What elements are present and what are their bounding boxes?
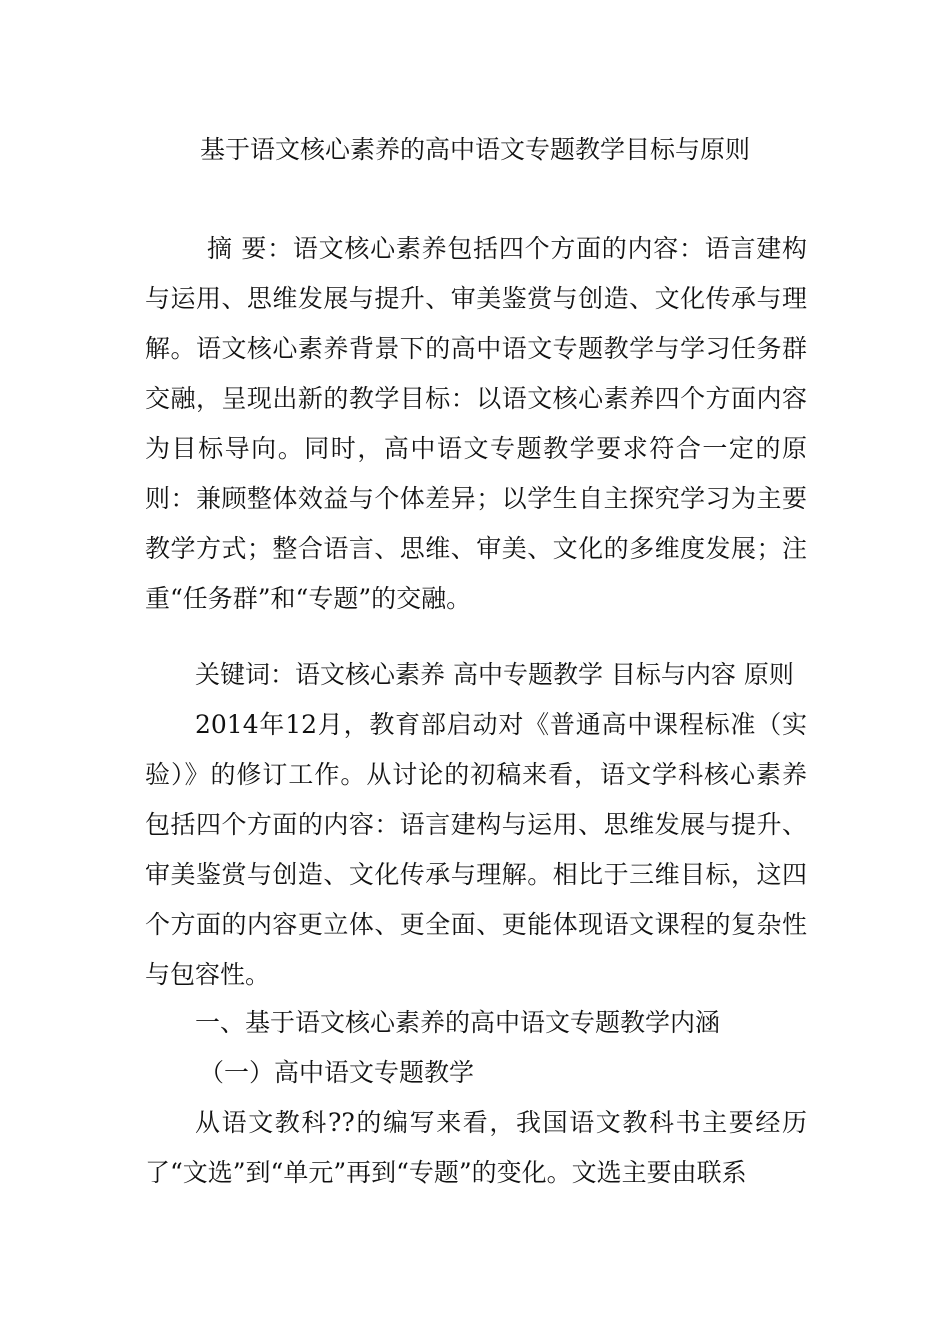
keywords-line: 关键词：语文核心素养 高中专题教学 目标与内容 原则	[195, 660, 794, 689]
document-title: 基于语文核心素养的高中语文专题教学目标与原则	[199, 135, 750, 164]
abstract-paragraph: 摘 要：语文核心素养包括四个方面的内容：语言建构与运用、思维发展与提升、审美鉴赏与创造、文化传承与理解。语文核心素养背景下的高中语文专题教学与学习任务群交融，呈现出新的教学目标：以语文核心素养四个方面内容为目标导向。同时，高中语文专题教学要求符合一定的原则：兼顾整体效益与个体差异；以学生自主探究学习为主要教学方式；整合语言、思维、审美、文化的多维度发展；注重“任务群”和“专题”的交融。	[145, 234, 807, 613]
section-heading: 一、基于语文核心素养的高中语文专题教学内涵	[195, 1008, 721, 1037]
body-paragraph-2: 从语文教科??的编写来看，我国语文教科书主要经历了“文选”到“单元”再到“专题”的变化。文选主要由联系	[145, 1108, 807, 1187]
body-paragraph-1: 2014年12月，教育部启动对《普通高中课程标准（实验）》的修订工作。从讨论的初稿来看，语文学科核心素养包括四个方面的内容：语言建构与运用、思维发展与提升、审美鉴赏与创造、文化传承与理解。相比于三维目标，这四个方面的内容更立体、更全面、更能体现语文课程的复杂性与包容性。	[145, 710, 807, 989]
subsection-heading: （一）高中语文专题教学	[199, 1058, 475, 1087]
